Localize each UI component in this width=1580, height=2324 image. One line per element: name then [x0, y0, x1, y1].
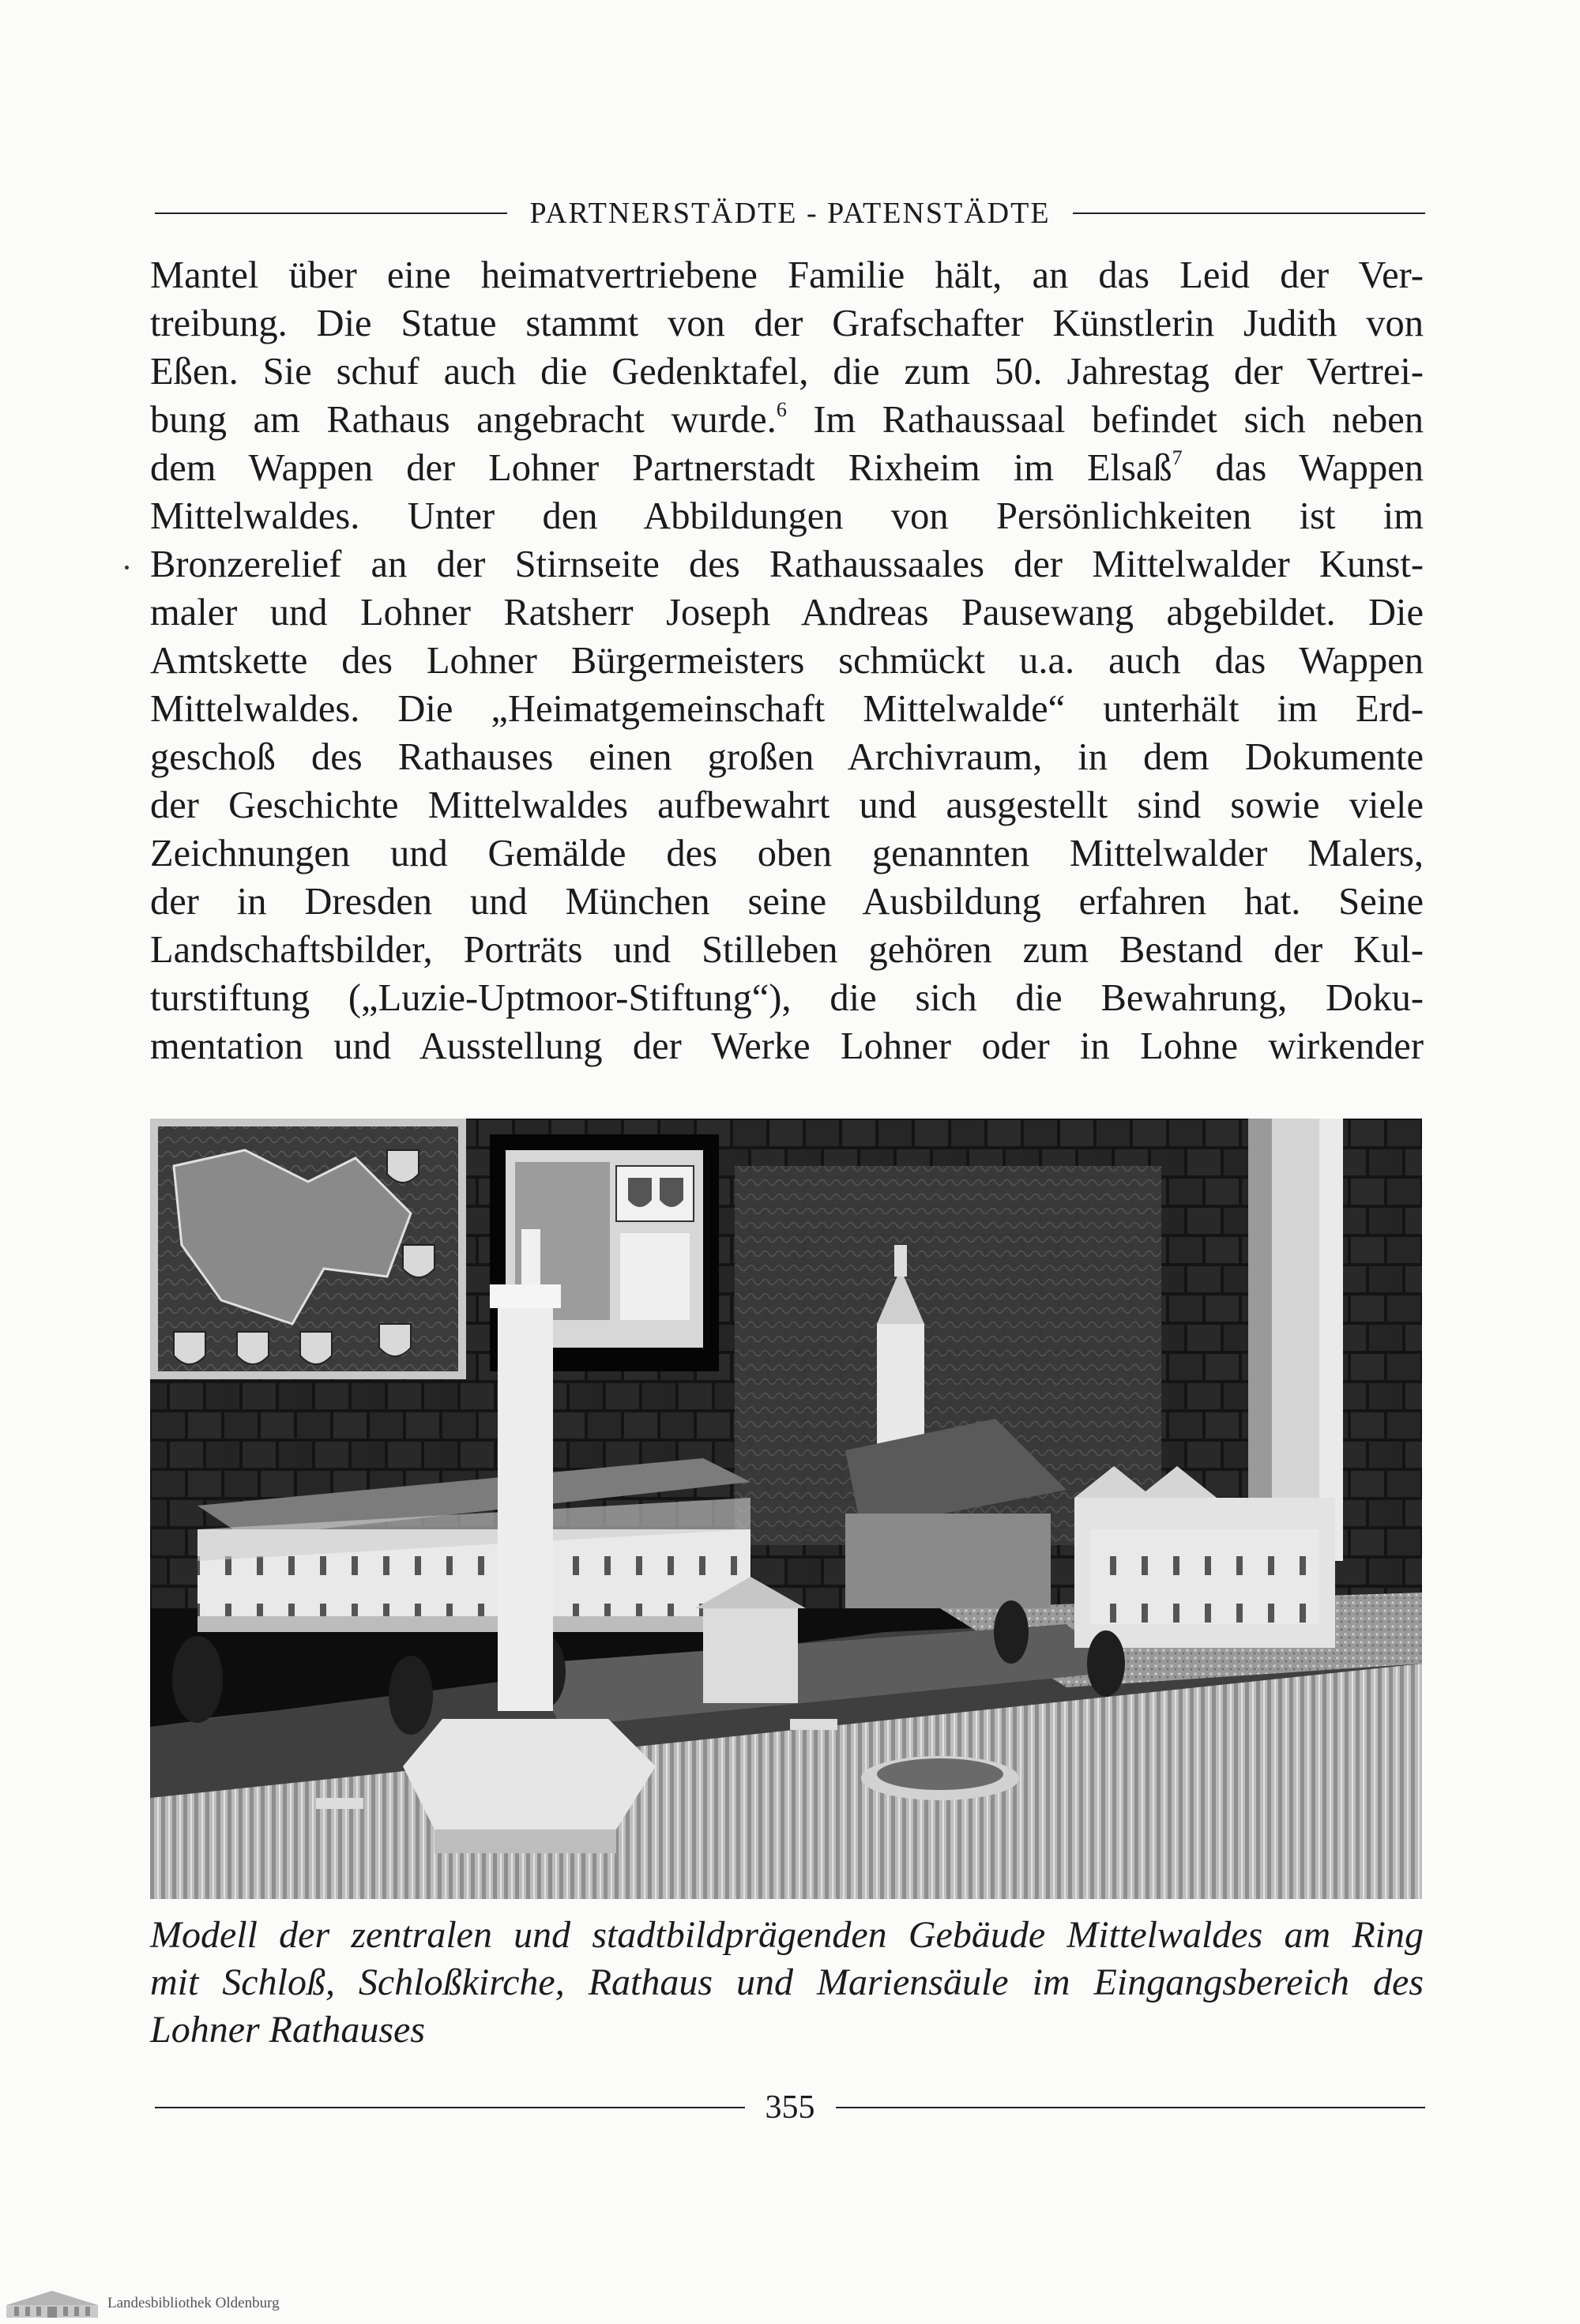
margin-mark [125, 566, 129, 570]
footnote-ref-7[interactable]: 7 [1172, 446, 1183, 469]
text-line: Mantel über eine heimatvertriebene Familie hält, an das Leid der Ver- [150, 254, 1424, 296]
page-number: 355 [765, 2089, 815, 2126]
text-line [150, 396, 1424, 444]
text-line: der Geschichte Mittelwaldes aufbewahrt und ausgestellt sind sowie viele [150, 784, 1424, 826]
text-line [150, 444, 1424, 492]
model-photograph [150, 1119, 1422, 1899]
caption-line: mit Schloß, Schloßkirche, Rathaus und Mariensäule im Eingangsbereich des [150, 1961, 1424, 2003]
text-line: geschoß des Rathauses einen großen Archivraum, in dem Dokumente [150, 736, 1424, 778]
text-line: der in Dresden und München seine Ausbildung erfahren hat. Seine [150, 881, 1424, 923]
photo-illustration [150, 1119, 1422, 1899]
text-line: Landschaftsbilder, Porträts und Stilleben gehören zum Bestand der Kul- [150, 929, 1424, 971]
page-footer [155, 2085, 1425, 2130]
text-segment: Im Rathaussaal befindet sich neben [786, 399, 1424, 441]
figure-caption [150, 1912, 1424, 2054]
header-rule-right [1073, 212, 1425, 214]
text-segment: das Wappen [1182, 447, 1424, 489]
text-segment: dem Wappen der Lohner Partnerstadt Rixheim im Elsaß [150, 447, 1172, 489]
library-building-icon [5, 2288, 100, 2319]
caption-line: Modell der zentralen und stadtbildprägenden Gebäude Mittelwaldes am Ring [150, 1914, 1424, 1956]
text-line: mentation und Ausstellung der Werke Lohner oder in Lohne wirkender [150, 1025, 1424, 1067]
header-rule-left [155, 212, 507, 214]
footer-rule-left [155, 2107, 745, 2108]
text-line: treibung. Die Statue stammt von der Grafschafter Künstlerin Judith von [150, 303, 1424, 344]
text-line: Mittelwaldes. Unter den Abbildungen von Persönlichkeiten ist im [150, 495, 1424, 537]
footer-rule-right [836, 2107, 1426, 2108]
library-watermark [0, 2283, 1580, 2324]
library-label: Landesbibliothek Oldenburg [107, 2295, 280, 2311]
running-head [155, 190, 1425, 237]
body-text [150, 251, 1424, 1070]
text-segment: bung am Rathaus angebracht wurde. [150, 399, 777, 441]
text-line: Mittelwaldes. Die „Heimatgemeinschaft Mittelwalde“ unterhält im Erd- [150, 688, 1424, 730]
caption-line: Lohner Rathauses [150, 2009, 425, 2051]
text-line: Eßen. Sie schuf auch die Gedenktafel, die zum 50. Jahrestag der Vertrei- [150, 351, 1424, 393]
text-line: Zeichnungen und Gemälde des oben genannten Mittelwalder Malers, [150, 833, 1424, 874]
text-line: maler und Lohner Ratsherr Joseph Andreas Pausewang abgebildet. Die [150, 592, 1424, 634]
text-line: Amtskette des Lohner Bürgermeisters schmückt u.a. auch das Wappen [150, 640, 1424, 682]
running-title: PARTNERSTÄDTE - PATENSTÄDTE [529, 197, 1051, 230]
text-line: Bronzerelief an der Stirnseite des Rathaussaales der Mittelwalder Kunst- [150, 543, 1424, 585]
text-line: turstiftung („Luzie-Uptmoor-Stiftung“), die sich die Bewahrung, Doku- [150, 977, 1424, 1019]
footnote-ref-6[interactable]: 6 [776, 398, 787, 421]
